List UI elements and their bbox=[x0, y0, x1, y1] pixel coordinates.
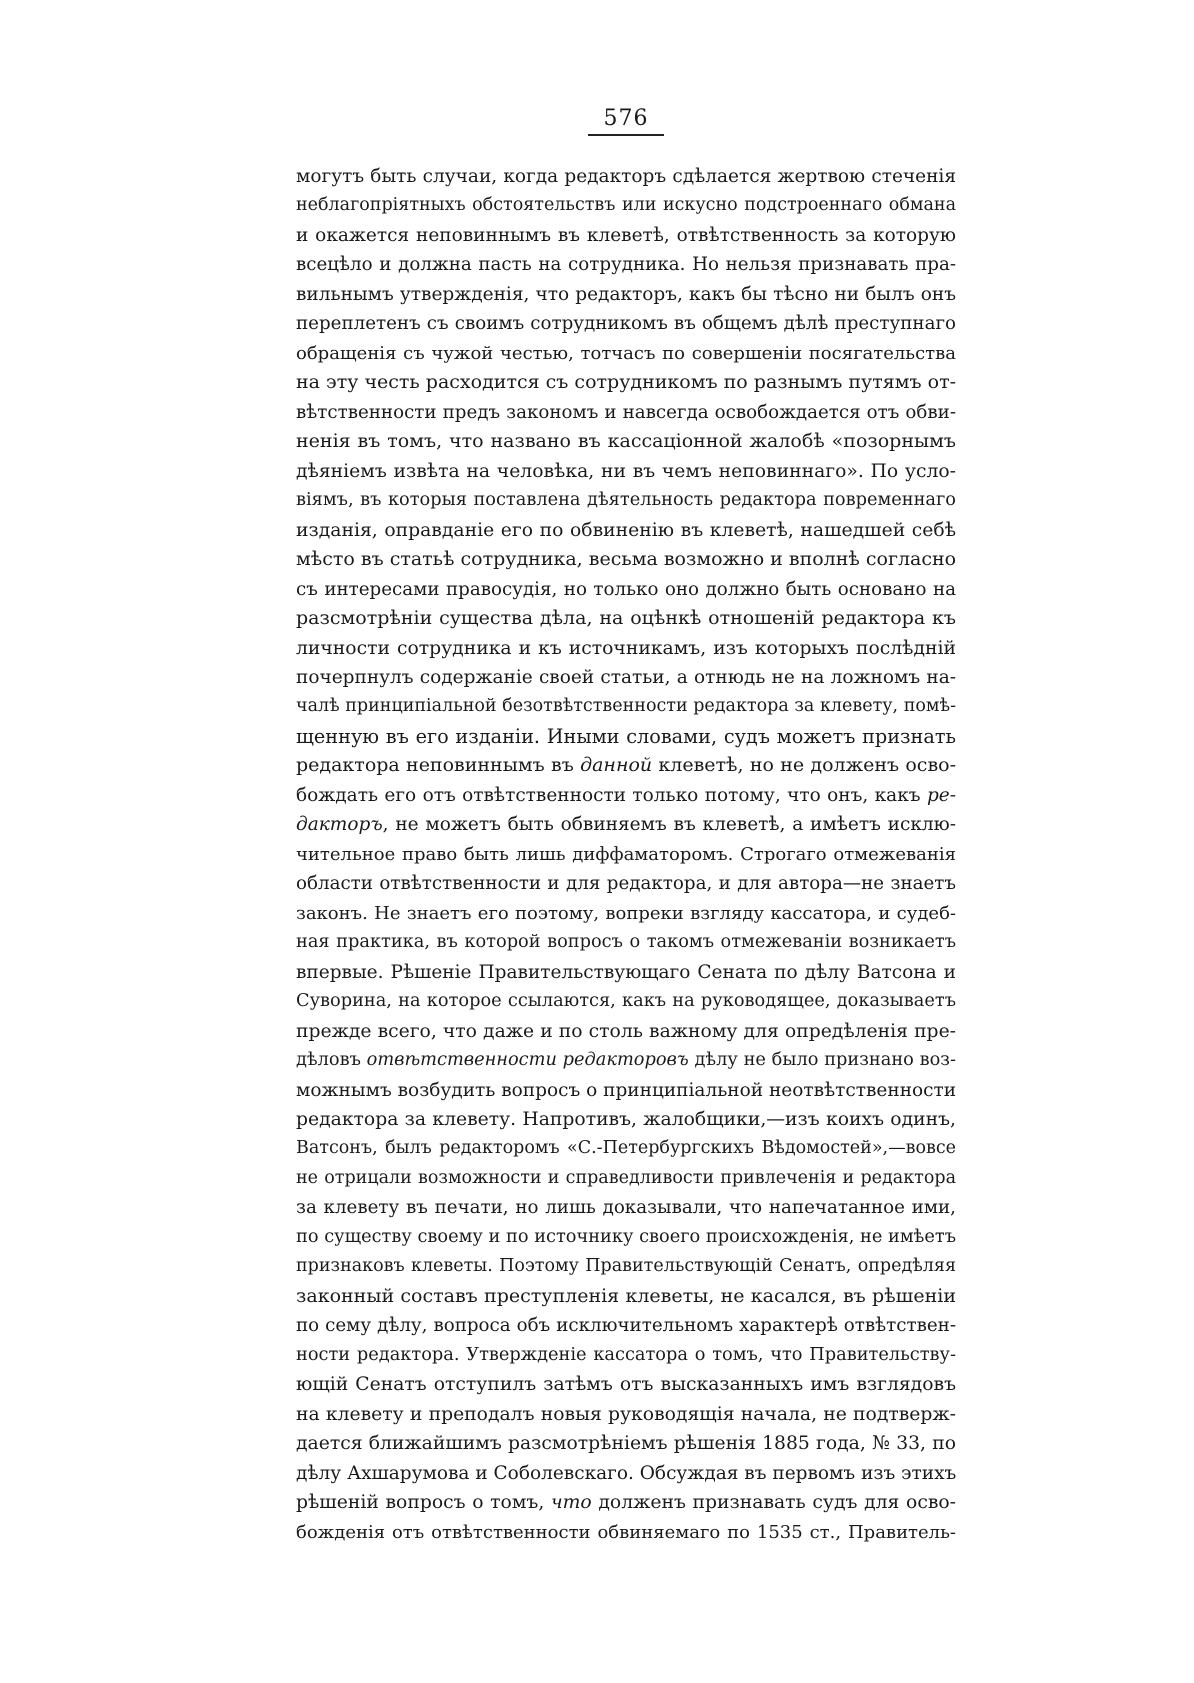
text-segment: законъ. Не знаетъ его поэтому, вопреки взгляду кассатора, и судеб- bbox=[296, 902, 956, 924]
text-line bbox=[296, 869, 956, 898]
text-line bbox=[296, 663, 956, 692]
text-segment: ненія въ томъ, что названо въ кассаціонной жалобѣ «позорнымъ bbox=[296, 430, 956, 453]
text-line bbox=[296, 810, 956, 839]
text-segment: дѣяніемъ извѣта на человѣка, ни въ чемъ неповиннаго». По усло- bbox=[296, 460, 956, 482]
text-segment: чалѣ принципіальной безотвѣтственности редактора за клевету, помѣ- bbox=[296, 696, 956, 717]
text-line bbox=[296, 309, 956, 338]
text-line bbox=[296, 1488, 956, 1517]
text-segment: редактора за клевету. Напротивъ, жалобщики,—изъ коихъ одинъ, bbox=[296, 1109, 956, 1130]
text-line bbox=[296, 457, 956, 486]
italic-text-segment: отвѣтственности редакторовъ bbox=[366, 1050, 689, 1071]
text-segment: съ интересами правосудія, но только оно должно быть основано на bbox=[296, 578, 956, 600]
text-segment: личности сотрудника и къ источникамъ, изъ которыхъ послѣдній bbox=[296, 637, 956, 659]
text-line bbox=[296, 1252, 956, 1281]
text-line bbox=[296, 575, 956, 604]
text-segment: дѣлу Ахшарумова и Соболевскаго. Обсуждая въ первомъ изъ этихъ bbox=[296, 1462, 956, 1484]
text-line bbox=[296, 1076, 956, 1105]
text-segment: переплетенъ съ своимъ сотрудникомъ въ общемъ дѣлѣ преступнаго bbox=[296, 313, 956, 335]
text-line bbox=[296, 1134, 956, 1163]
text-segment: неблагопріятныхъ обстоятельствъ или искусно подстроеннаго обмана bbox=[296, 195, 956, 216]
text-segment: ющій Сенатъ отступилъ затѣмъ отъ высказанныхъ имъ взглядовъ bbox=[296, 1374, 956, 1396]
text-segment: рѣшеній вопросъ о томъ, bbox=[296, 1492, 551, 1514]
text-line bbox=[296, 899, 956, 928]
italic-text-segment: ре- bbox=[926, 784, 956, 806]
text-segment: обращенія съ чужой честью, тотчасъ по совершеніи посягательства bbox=[296, 342, 956, 364]
text-line bbox=[296, 339, 956, 368]
text-line bbox=[296, 1105, 956, 1134]
text-segment: долженъ признавать судъ для осво- bbox=[591, 1492, 956, 1514]
text-segment: изданія, оправданіе его по обвиненію въ клеветѣ, нашедшей себѣ bbox=[296, 519, 956, 541]
text-segment: всецѣло и должна пасть на сотрудника. Но нельзя признавать пра- bbox=[296, 254, 956, 276]
text-segment: на клевету и преподалъ новыя руководящія начала, не подтверж- bbox=[296, 1403, 956, 1425]
text-line bbox=[296, 1429, 956, 1458]
text-segment: Ватсонъ, былъ редакторомъ «С.-Петербургскихъ Вѣдомостей»,—вовсе bbox=[296, 1138, 956, 1159]
text-segment: дѣловъ bbox=[296, 1050, 367, 1071]
text-segment: клеветѣ, но не долженъ осво- bbox=[652, 754, 956, 777]
text-segment: дается ближайшимъ разсмотрѣніемъ рѣшенія 1885 года, № 33, по bbox=[296, 1433, 956, 1455]
text-segment: ная практика, въ которой вопросъ о такомъ отмежеваніи возникаетъ bbox=[296, 932, 956, 953]
text-line bbox=[296, 1341, 956, 1370]
text-segment: почерпнулъ содержаніе своей статьи, а отнюдь не на ложномъ на- bbox=[296, 666, 956, 688]
page-number: 576 bbox=[603, 106, 649, 131]
text-segment: Суворина, на которое ссылаются, какъ на руководящее, доказываетъ bbox=[296, 991, 956, 1012]
text-line bbox=[296, 1193, 956, 1222]
text-segment: по сему дѣлу, вопроса объ исключительномъ характерѣ отвѣтствен- bbox=[296, 1315, 956, 1337]
text-segment: вильнымъ утвержденія, что редакторъ, какъ бы тѣсно ни былъ онъ bbox=[296, 283, 956, 305]
text-line bbox=[296, 398, 956, 427]
text-line bbox=[296, 368, 956, 397]
text-segment: , не можетъ быть обвиняемъ въ клеветѣ, а имѣетъ исклю- bbox=[382, 814, 956, 836]
text-segment: редактора неповиннымъ въ bbox=[296, 754, 581, 777]
text-line bbox=[296, 1311, 956, 1340]
text-line bbox=[296, 221, 956, 250]
text-line bbox=[296, 280, 956, 309]
body-text bbox=[296, 162, 956, 1547]
text-line bbox=[296, 1518, 956, 1547]
text-segment: можнымъ возбудить вопросъ о принципіальной неотвѣтственности bbox=[296, 1079, 956, 1101]
text-line bbox=[296, 634, 956, 663]
text-line bbox=[296, 1400, 956, 1429]
text-segment: признаковъ клеветы. Поэтому Правительствующій Сенатъ, опредѣляя bbox=[296, 1256, 956, 1277]
text-segment: бождать его отъ отвѣтственности только потому, что онъ, какъ bbox=[296, 784, 927, 806]
text-line bbox=[296, 516, 956, 545]
text-segment: дѣлу не было признано воз- bbox=[688, 1050, 956, 1071]
text-segment: разсмотрѣніи существа дѣла, на оцѣнкѣ отношеній редактора къ bbox=[296, 607, 956, 630]
text-segment: на эту честь расходится съ сотрудникомъ по разнымъ путямъ от- bbox=[296, 371, 956, 394]
text-line bbox=[296, 1223, 956, 1252]
text-line bbox=[296, 1370, 956, 1399]
text-segment: по существу своему и по источнику своего происхожденія, не имѣетъ bbox=[296, 1226, 956, 1247]
text-line bbox=[296, 928, 956, 957]
text-line bbox=[296, 1164, 956, 1193]
text-line bbox=[296, 1282, 956, 1311]
text-segment: чительное право быть лишь диффаматоромъ. Строгаго отмежеванія bbox=[296, 843, 956, 865]
text-line bbox=[296, 958, 956, 987]
text-segment: віямъ, въ которыя поставлена дѣятельность редактора повременнаго bbox=[296, 490, 956, 511]
text-segment: за клевету въ печати, но лишь доказывали, что напечатанное ими, bbox=[296, 1197, 956, 1219]
text-line bbox=[296, 1017, 956, 1046]
text-segment: мѣсто въ статьѣ сотрудника, весьма возможно и вполнѣ согласно bbox=[296, 548, 956, 571]
text-segment: щенную въ его изданіи. Иными словами, судъ можетъ признать bbox=[296, 724, 956, 748]
text-segment: могутъ быть случаи, когда редакторъ сдѣлается жертвою стеченія bbox=[296, 166, 956, 187]
text-segment: впервые. Рѣшеніе Правительствующаго Сената по дѣлу Ватсона и bbox=[296, 961, 956, 983]
italic-text-segment: дакторъ bbox=[296, 814, 383, 836]
text-segment: и окажется неповиннымъ въ клеветѣ, отвѣтственность за которую bbox=[296, 224, 956, 246]
text-line bbox=[296, 840, 956, 869]
text-line bbox=[296, 1046, 956, 1075]
text-segment: прежде всего, что даже и по столь важному для опредѣленія пре- bbox=[296, 1020, 956, 1042]
text-segment: не отрицали возможности и справедливости привлеченія и редактора bbox=[296, 1167, 956, 1188]
text-line bbox=[296, 604, 956, 633]
text-line bbox=[296, 427, 956, 456]
italic-text-segment: данной bbox=[580, 754, 653, 777]
text-segment: области отвѣтственности и для редактора, и для автора—не знаетъ bbox=[296, 873, 956, 895]
text-line bbox=[296, 162, 956, 191]
text-line bbox=[296, 692, 956, 721]
text-line bbox=[296, 191, 956, 220]
text-line bbox=[296, 722, 956, 751]
italic-text-segment: что bbox=[550, 1492, 592, 1514]
text-segment: ности редактора. Утвержденіе кассатора о томъ, что Правительству- bbox=[296, 1344, 956, 1365]
text-line bbox=[296, 250, 956, 279]
text-line bbox=[296, 1459, 956, 1488]
text-line bbox=[296, 987, 956, 1016]
text-line bbox=[296, 781, 956, 810]
text-segment: законный составъ преступленія клеветы, не касался, въ рѣшеніи bbox=[296, 1284, 956, 1307]
text-segment: вѣтственности предъ закономъ и навсегда освобождается отъ обви- bbox=[296, 401, 956, 423]
text-line bbox=[296, 545, 956, 574]
page-number-rule bbox=[588, 134, 664, 136]
text-line bbox=[296, 486, 956, 515]
text-line bbox=[296, 751, 956, 780]
text-segment: божденія отъ отвѣтственности обвиняемаго по 1535 ст., Правитель- bbox=[296, 1521, 956, 1543]
